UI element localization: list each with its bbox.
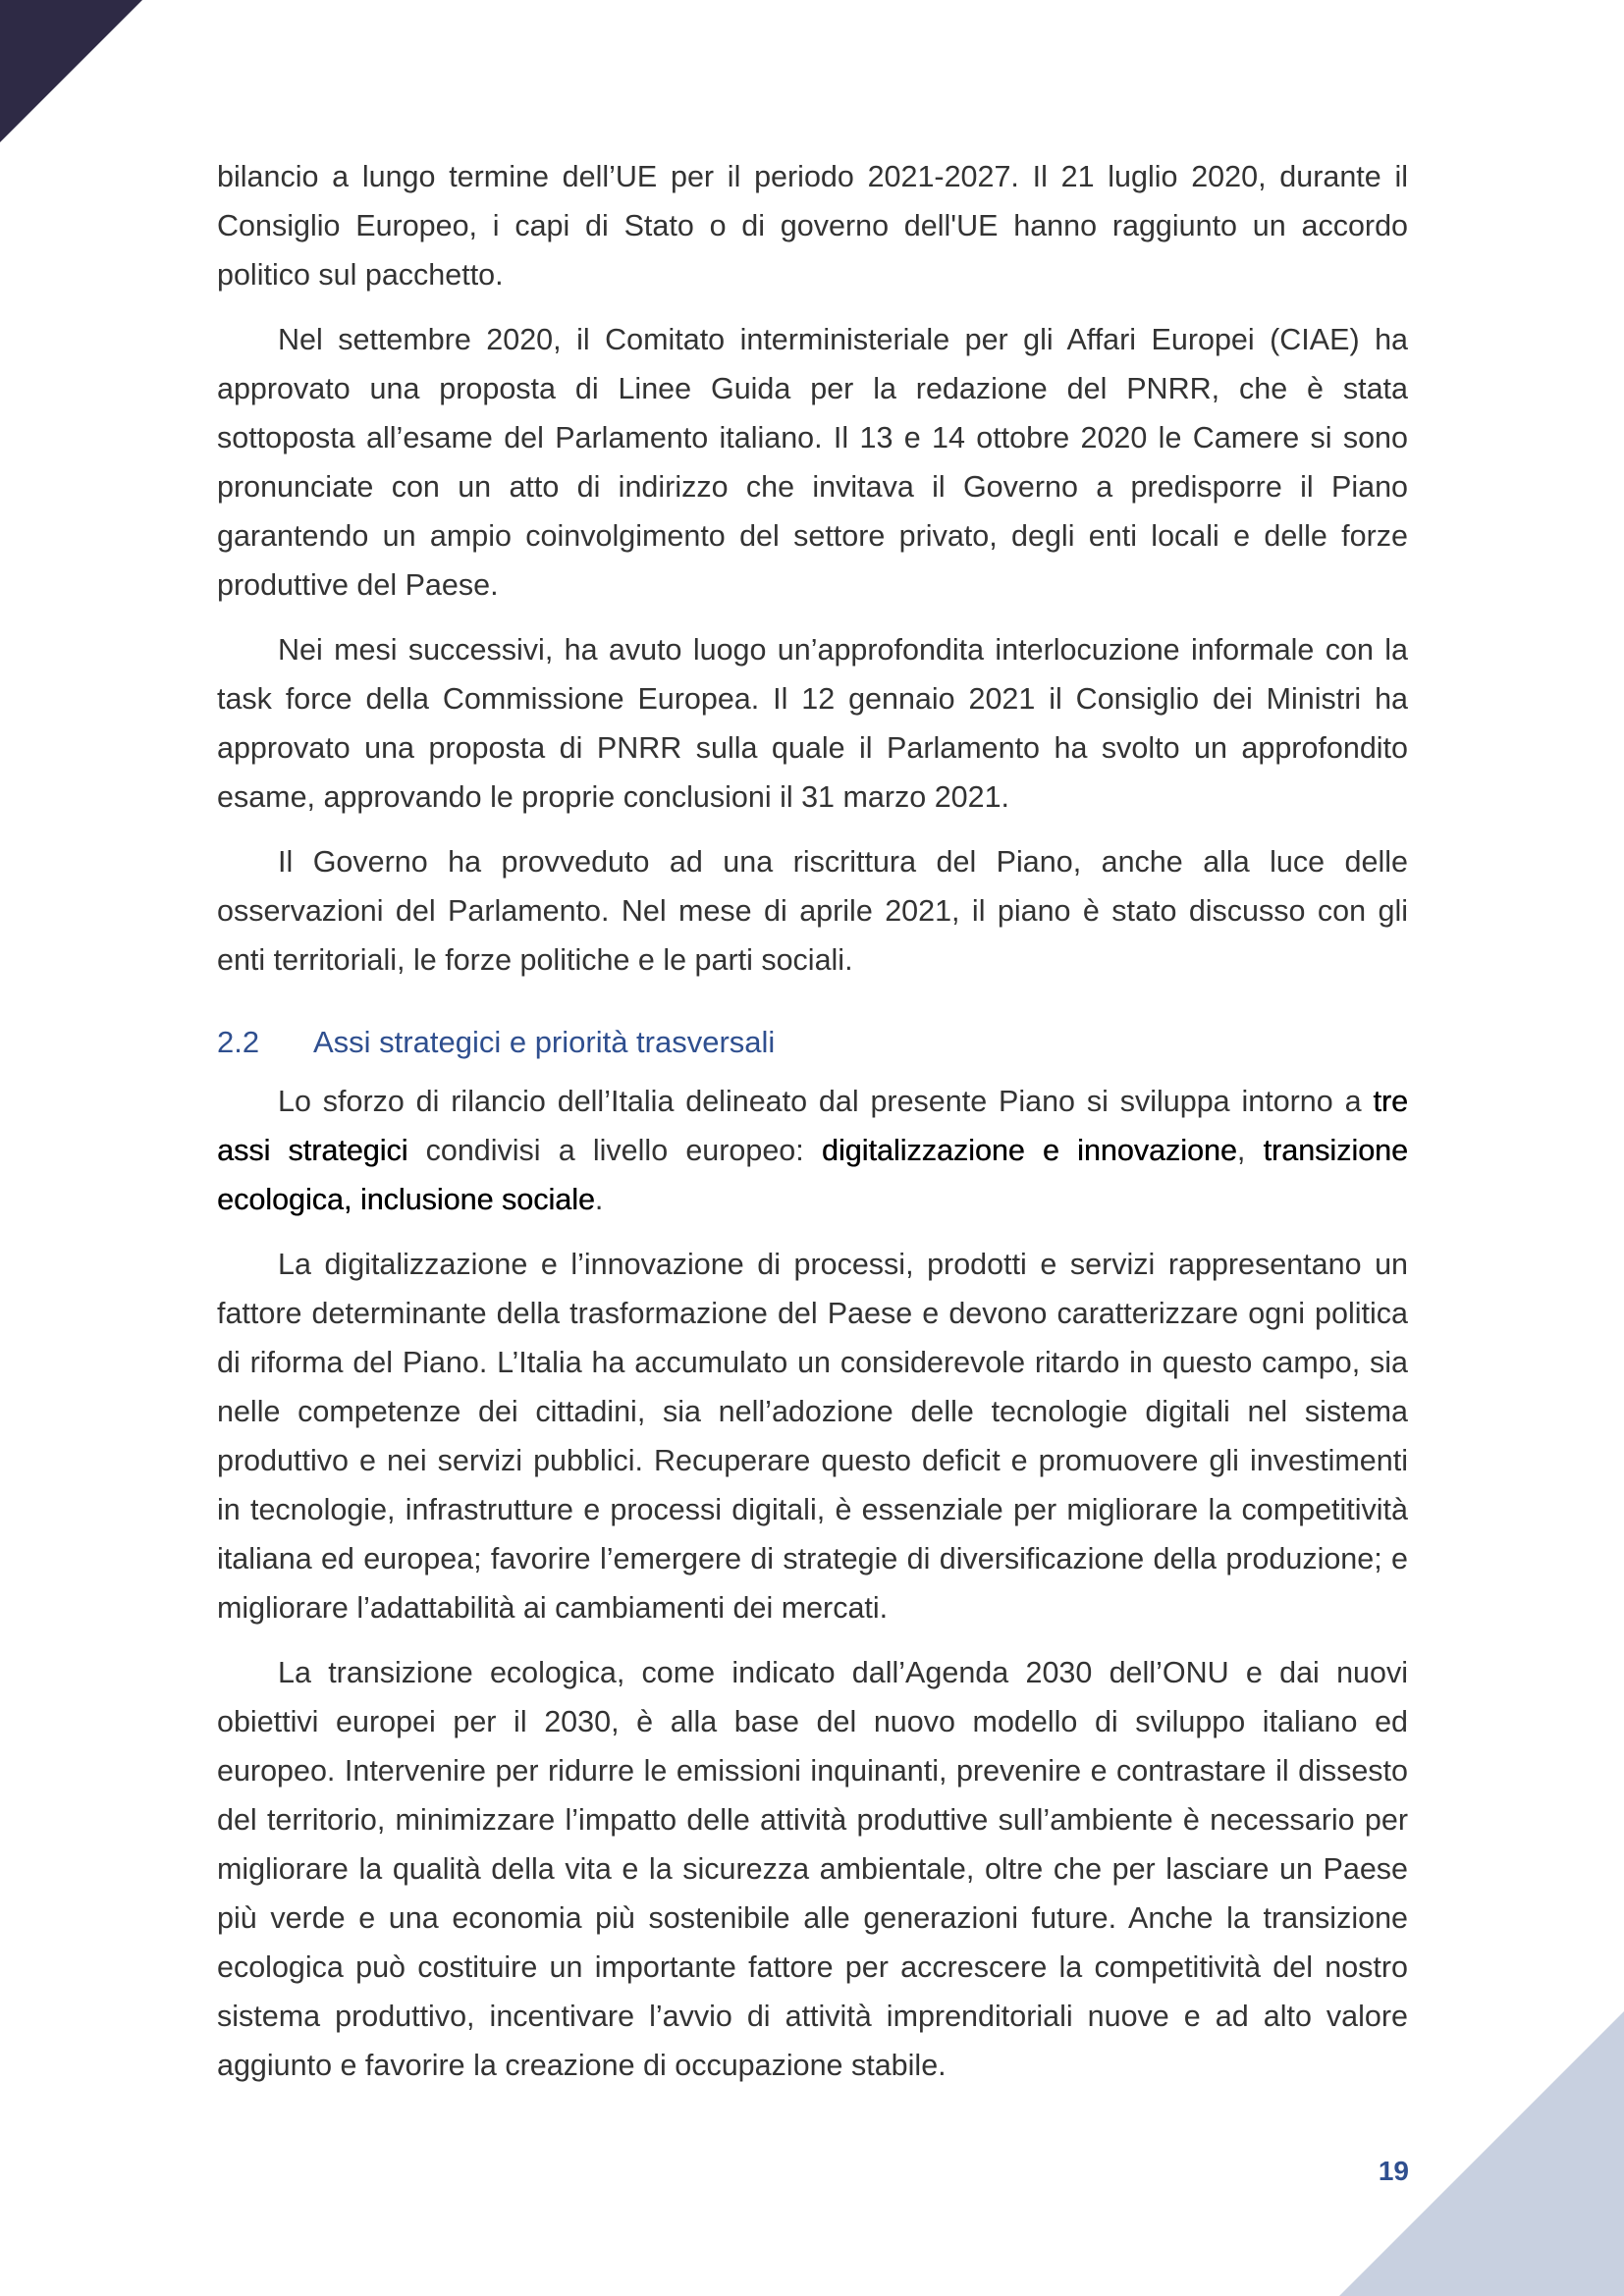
text-run: , xyxy=(1236,1134,1264,1167)
paragraph: Il Governo ha provveduto ad una riscrittura del Piano, anche alla luce delle osservazioni del Parlamento. Nel mese di aprile 2021, il piano è stato discusso con gli enti territoriali, le forze politiche e le parti sociali. xyxy=(217,845,1408,977)
paragraph: La digitalizzazione e l’innovazione di processi, prodotti e servizi rappresentano un fattore determinante della trasformazione del Paese e devono caratterizzare ogni politica di riforma del Piano. L’Italia ha accumulato un considerevole ritardo in questo campo, sia nelle competenze dei cittadini, sia nell’adozione delle tecnologie digitali nel sistema produttivo e nei servizi pubblici. Recuperare questo deficit e promuovere gli investimenti in tecnologie, infrastrutture e processi digitali, è essenziale per migliorare la competitività italiana ed europea; favorire l’emergere di strategie di diversificazione della produzione; e migliorare l’adattabilità ai cambiamenti dei mercati. xyxy=(217,1248,1408,1625)
text-run: Lo sforzo di rilancio dell’Italia delineato dal presente Piano si sviluppa intorno a xyxy=(278,1085,1374,1118)
page-body xyxy=(217,152,1408,2106)
section-heading xyxy=(217,1018,1408,1067)
paragraph-strategic-axes xyxy=(217,1077,1408,1224)
paragraph: La transizione ecologica, come indicato dall’Agenda 2030 dell’ONU e dai nuovi obiettivi europei per il 2030, è alla base del nuovo modello di sviluppo italiano ed europeo. Intervenire per ridurre le emissioni inquinanti, prevenire e contrastare il dissesto del territorio, minimizzare l’impatto delle attività produttive sull’ambiente è necessario per migliorare la qualità della vita e la sicurezza ambientale, oltre che per lasciare un Paese più verde e una economia più sostenibile alle generazioni future. Anche la transizione ecologica può costituire un importante fattore per accrescere la competitività del nostro sistema produttivo, incentivare l’avvio di attività imprenditoriali nuove e ad alto valore aggiunto e favorire la creazione di occupazione stabile. xyxy=(217,1656,1408,2082)
page-number: 19 xyxy=(1378,2156,1409,2186)
section-title: Assi strategici e priorità trasversali xyxy=(313,1025,776,1059)
emphasis: digitalizzazione e innovazione xyxy=(821,1134,1237,1167)
section-number: 2.2 xyxy=(217,1025,260,1059)
paragraph: Nel settembre 2020, il Comitato interministeriale per gli Affari Europei (CIAE) ha approvato una proposta di Linee Guida per la redazione del PNRR, che è stata sottoposta all’esame del Parlamento italiano. Il 13 e 14 ottobre 2020 le Camere si sono pronunciate con un atto di indirizzo che invitava il Governo a predisporre il Piano garantendo un ampio coinvolgimento del settore privato, degli enti locali e delle forze produttive del Paese. xyxy=(217,323,1408,602)
text-run: condivisi a livello europeo: xyxy=(407,1134,822,1167)
text-run: . xyxy=(594,1183,604,1216)
paragraph: bilancio a lungo termine dell’UE per il periodo 2021-2027. Il 21 luglio 2020, durante il Consiglio Europeo, i capi di Stato o di governo dell'UE hanno raggiunto un accordo politico sul pacchetto. xyxy=(217,160,1408,292)
emphasis: transizione ecologica, inclusione sociale xyxy=(217,1134,1408,1216)
corner-decoration-top-left xyxy=(0,0,142,142)
paragraph: Nei mesi successivi, ha avuto luogo un’approfondita interlocuzione informale con la task force della Commissione Europea. Il 12 gennaio 2021 il Consiglio dei Ministri ha approvato una proposta di PNRR sulla quale il Parlamento ha svolto un approfondito esame, approvando le proprie conclusioni il 31 marzo 2021. xyxy=(217,633,1408,814)
emphasis: tre assi strategici xyxy=(217,1085,1408,1167)
